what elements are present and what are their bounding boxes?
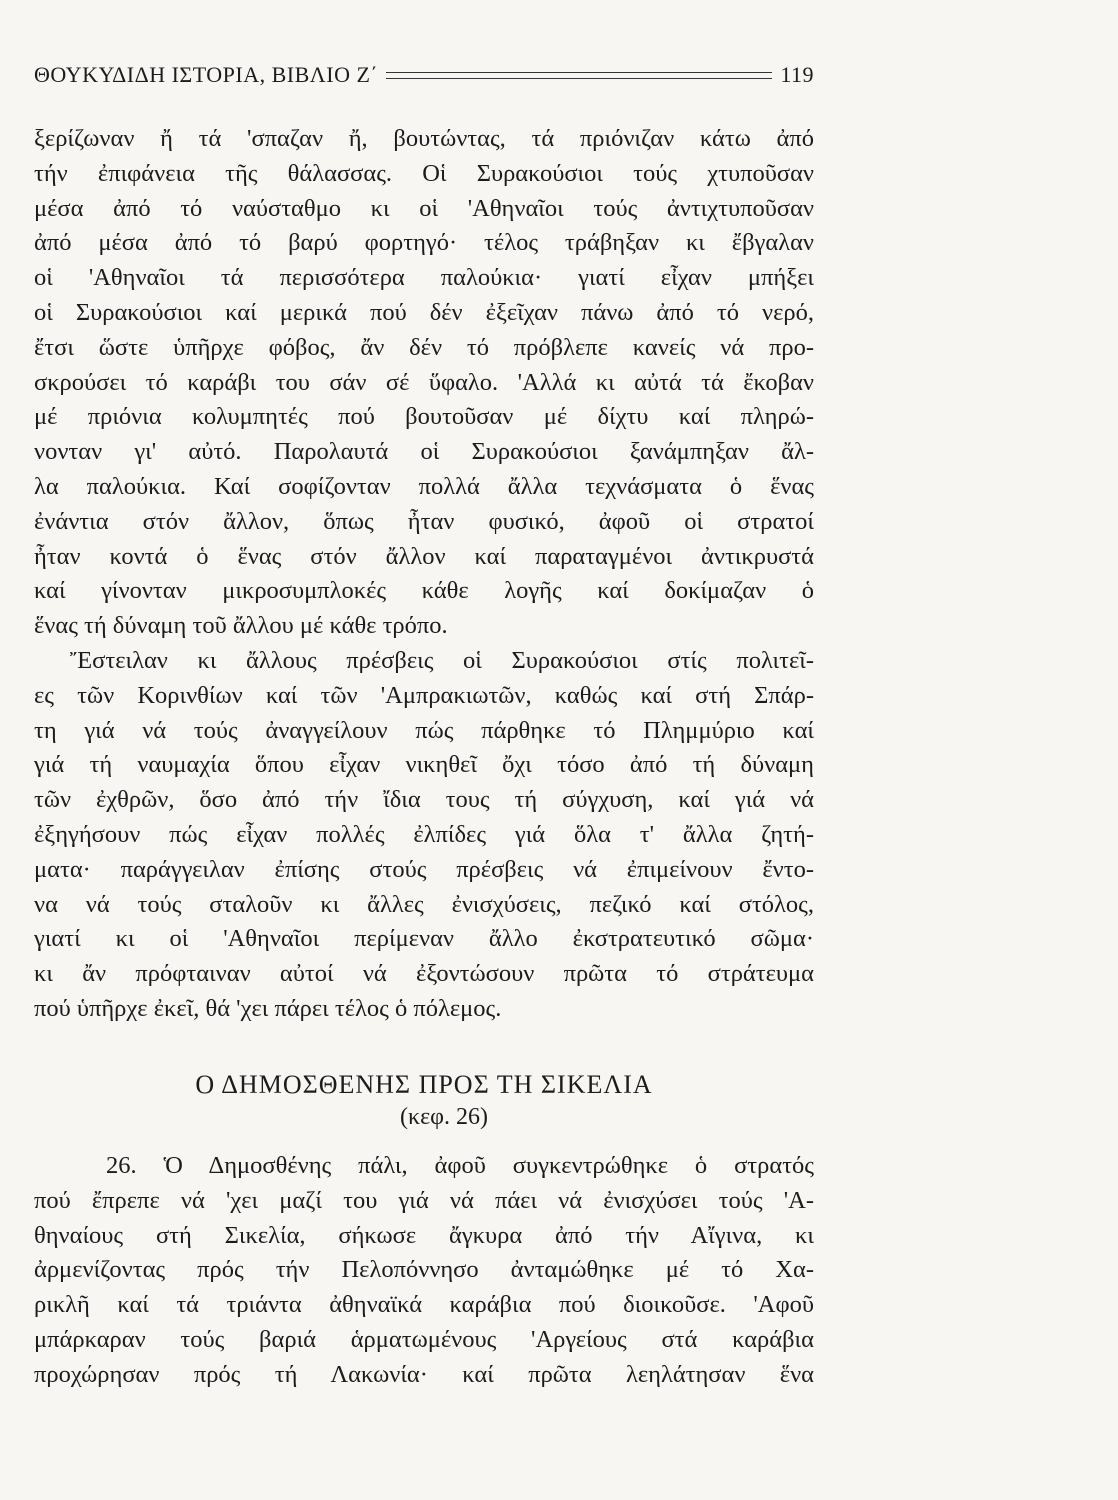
chapter-reference: (κεφ. 26) [399,1104,488,1130]
text-line: τῶν ἐχθρῶν, ὅσο ἀπό τήν ἴδια τους τή σύγχυση, καί γιά νά [34,786,814,814]
text-line: οἱ 'Αθηναῖοι τά περισσότερα παλούκια· γιατί εἶχαν μπήξει [34,264,814,292]
text-line: Ἔστειλαν κι ἄλλους πρέσβεις οἱ Συρακούσιοι στίς πολιτεῖ- [70,646,814,674]
text-line: καί γίνονταν μικροσυμπλοκές κάθε λογῆς καί δοκίμαζαν ὁ [34,577,814,605]
text-line: ἀπό μέσα ἀπό τό βαρύ φορτηγό· τέλος τράβηξαν κι ἔβγαλαν [34,229,814,257]
section-text-block [34,1149,814,1393]
header-title: ΘΟΥΚΥΔΙΔΗ ΙΣΤΟΡΙΑ, ΒΙΒΛΙΟ Ζ΄ [34,62,379,87]
text-line: τη γιά νά τούς ἀναγγείλουν πώς πάρθηκε τό Πλημμύριο καί [34,716,814,744]
text-line: ρικλῆ καί τά τριάντα ἀθηναϊκά καράβια πού διοικοῦσε. 'Αφοῦ [34,1291,814,1319]
text-line: ες τῶν Κορινθίων καί τῶν 'Αμπρακιωτῶν, καθώς καί στή Σπάρ- [34,681,814,709]
paragraph-1 [34,122,814,644]
text-line: να νά τούς σταλοῦν κι ἄλλες ἐνισχύσεις, πεζικό καί στόλος, [34,890,814,918]
text-line: τήν ἐπιφάνεια τῆς θάλασσας. Οἱ Συρακούσιοι τούς χτυποῦσαν [34,159,814,187]
text-line: μπάρκαραν τούς βαριά ἁρματωμένους 'Αργείους στά καράβια [34,1325,814,1353]
text-line: νονταν γι' αὐτό. Παρολαυτά οἱ Συρακούσιοι ξανάμπηξαν ἄλ- [34,438,814,466]
text-line: μέσα ἀπό τό ναύσταθμο κι οἱ 'Αθηναῖοι τούς ἀντιχτυποῦσαν [34,194,814,222]
text-line: πού ἔπρεπε νά 'χει μαζί του γιά νά πάει νά ἐνισχύσει τούς 'Α- [34,1186,814,1214]
text-line: ἀρμενίζοντας πρός τήν Πελοπόννησο ἀνταμώθηκε μέ τό Χα- [34,1256,814,1284]
text-line: πού ὑπῆρχε ἐκεῖ, θά 'χει πάρει τέλος ὁ πόλεμος. [34,994,502,1022]
text-line: 26. Ὁ Δημοσθένης πάλι, ἀφοῦ συγκεντρώθηκε ὁ στρατός [106,1152,814,1179]
main-text-block [34,122,814,1027]
text-line: γιατί κι οἱ 'Αθηναῖοι περίμεναν ἄλλο ἐκστρατευτικό σῶμα· [34,925,814,953]
text-line: σκρούσει τό καράβι του σάν σέ ὕφαλο. 'Αλλά κι αὐτά τά ἔκοβαν [34,368,814,396]
text-line: ἕνας τή δύναμη τοῦ ἄλλου μέ κάθε τρόπο. [34,612,448,640]
paragraph-2 [34,644,814,679]
paragraph-3-first [34,1149,814,1184]
section-heading: Ο ΔΗΜΟΣΘΕΝΗΣ ΠΡΟΣ ΤΗ ΣΙΚΕΛΙΑ [195,1070,653,1099]
header-rule [386,72,772,79]
text-line: γιά τή ναυμαχία ὅπου εἶχαν νικηθεῖ ὄχι τόσο ἀπό τή δύναμη [34,751,814,779]
text-line: μέ πριόνια κολυμπητές πού βουτοῦσαν μέ δίχτυ καί πληρώ- [34,403,814,431]
paragraph-2-cont [34,679,814,1027]
text-line: οἱ Συρακούσιοι καί μερικά πού δέν ἐξεῖχαν πάνω ἀπό τό νερό, [34,298,814,326]
text-line: ἐξηγήσουν πώς εἶχαν πολλές ἐλπίδες γιά ὅλα τ' ἄλλα ζητή- [34,820,814,848]
text-line: κι ἄν πρόφταιναν αὐτοί νά ἐξοντώσουν πρῶτα τό στράτευμα [34,960,814,988]
text-line: λα παλούκια. Καί σοφίζονταν πολλά ἄλλα τεχνάσματα ὁ ἕνας [34,472,814,500]
text-line: ματα· παράγγειλαν ἐπίσης στούς πρέσβεις νά ἐπιμείνουν ἔντο- [34,855,814,883]
text-line: ἐνάντια στόν ἄλλον, ὅπως ἦταν φυσικό, ἀφοῦ οἱ στρατοί [34,507,814,535]
page-number: 119 [780,62,814,87]
text-line: θηναίους στή Σικελία, σήκωσε ἄγκυρα ἀπό τήν Αἴγινα, κι [34,1221,814,1249]
text-line: προχώρησαν πρός τή Λακωνία· καί πρῶτα λεηλάτησαν ἕνα [34,1360,814,1388]
text-line: ἦταν κοντά ὁ ἕνας στόν ἄλλον καί παραταγμένοι ἀντικρυστά [34,542,814,570]
running-header [34,62,814,88]
text-line: ἔτσι ὥστε ὑπῆρχε φόβος, ἄν δέν τό πρόβλεπε κανείς νά προ- [34,333,814,361]
text-line: ξερίζωναν ἤ τά 'σπαζαν ἤ, βουτώντας, τά πριόνιζαν κάτω ἀπό [34,125,814,152]
